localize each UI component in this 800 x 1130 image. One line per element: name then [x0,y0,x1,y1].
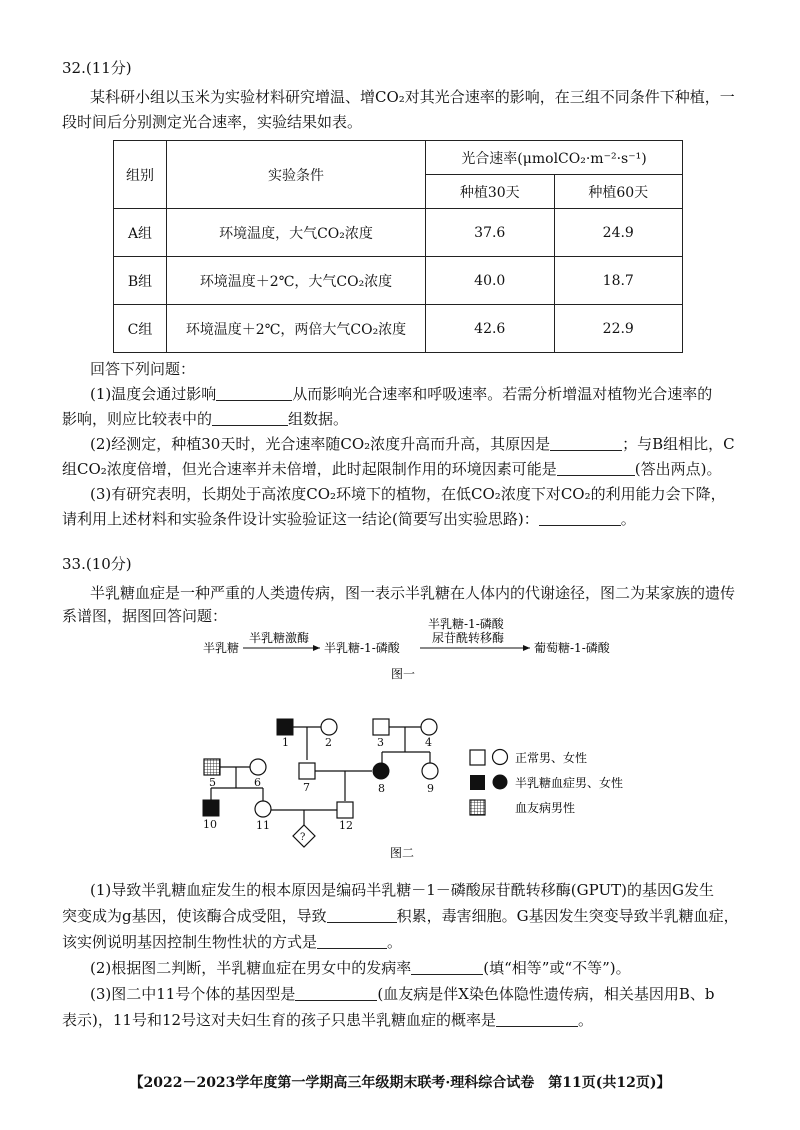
th-rate: 光合速率(μmolCO₂·m⁻²·s⁻¹) [426,141,683,175]
galactose-1-phosphate-label: 半乳糖-1-磷酸 [324,641,400,655]
text: 突变成为g基因，使该酶合成受阻，导致 [62,907,327,925]
figure-1-pathway [0,615,800,695]
label-1: 1 [282,736,289,749]
legend-normal-male-icon [470,750,485,765]
figure-1-caption: 图一 [391,667,416,681]
answer-blank[interactable] [295,986,377,1001]
q33-part3-line2 [62,1010,593,1030]
th-condition: 实验条件 [167,141,426,209]
text: 影响，则应比较表中的 [62,410,213,428]
individual-9-normal-female [422,763,438,779]
text: 表示)，11号和12号这对夫妇生育的孩子只患半乳糖血症的概率是 [62,1011,497,1029]
enzyme-2-label-line2: 尿苷酰转移酶 [432,631,505,645]
text: (1)温度会通过影响 [90,385,217,403]
individual-8-affected-female [373,763,389,779]
cell-condition: 环境温度＋2℃，两倍大气CO₂浓度 [167,305,426,353]
legend-affected-label: 半乳糖血症男、女性 [515,776,624,790]
label-6: 6 [254,776,261,789]
cell-60: 22.9 [554,305,683,353]
individual-7-normal-male [299,763,315,779]
figure-2-caption: 图二 [390,846,415,860]
q32-answer-prompt: 回答下列问题： [90,360,196,378]
label-unknown: ? [300,832,306,843]
cell-group: B组 [114,257,167,305]
label-5: 5 [209,776,216,789]
individual-6-normal-female [250,759,266,775]
cell-60: 24.9 [554,209,683,257]
answer-blank[interactable] [557,461,635,476]
legend-hemophilia-label: 血友病男性 [515,801,576,815]
enzyme-2-label-line1: 半乳糖-1-磷酸 [428,617,504,631]
legend-affected-male-icon [470,775,485,790]
answer-blank[interactable] [327,908,397,923]
legend-hemophilia-icon [470,800,485,815]
th-30days: 种植30天 [426,175,555,209]
cell-30: 37.6 [426,209,555,257]
q32-intro-line1: 某科研小组以玉米为实验材料研究增温、增CO₂对其光合速率的影响，在三组不同条件下种植，一 [90,88,735,106]
q33-part2 [90,958,631,978]
q33-part1-line3 [62,932,402,952]
text: 。 [387,933,403,951]
table-row [114,305,683,353]
q32-intro-line2: 段时间后分别测定光合速率，实验结果如表。 [62,113,363,131]
text: 从而影响光合速率和呼吸速率。若需分析增温对植物光合速率的 [292,385,713,403]
glucose-1-phosphate-label: 葡萄糖-1-磷酸 [534,641,610,655]
answer-blank[interactable] [550,436,622,451]
q32-part2-line2 [62,459,722,479]
label-12: 12 [339,819,353,832]
galactose-label: 半乳糖 [203,641,240,655]
answer-blank[interactable] [411,960,483,975]
label-8: 8 [378,782,385,795]
cell-group: C组 [114,305,167,353]
text: (3)图二中11号个体的基因型是 [90,985,296,1003]
label-2: 2 [325,736,332,749]
individual-12-normal-male [337,802,353,818]
text: (答出两点)。 [634,460,722,478]
text: (2)根据图二判断，半乳糖血症在男女中的发病率 [90,959,412,977]
text: 请利用上述材料和实验条件设计实验验证这一结论(简要写出实验思路)： [62,510,539,528]
answer-blank[interactable] [212,411,288,426]
text: (填“相等”或“不等”)。 [483,959,631,977]
answer-blank[interactable] [496,1012,578,1027]
q32-part1-line1 [90,384,712,404]
label-11: 11 [256,819,270,832]
individual-2-normal-female [321,719,337,735]
cell-condition: 环境温度＋2℃，大气CO₂浓度 [167,257,426,305]
text: (血友病是伴X染色体隐性遗传病，相关基因用B、b [377,985,715,1003]
answer-blank[interactable] [216,386,292,401]
q32-part2-line1 [90,434,735,454]
individual-4-normal-female [421,719,437,735]
legend-affected-female-icon [493,775,508,790]
q32-part3-line2 [62,509,636,529]
individual-11-normal-female [255,801,271,817]
q32-part3-line1: (3)有研究表明，长期处于高浓度CO₂环境下的植物，在低CO₂浓度下对CO₂的利用能力会下降， [90,485,726,503]
q33-header: 33.(10分) [62,555,132,573]
enzyme-1-label: 半乳糖激酶 [249,631,310,645]
q32-part1-line2 [62,409,348,429]
individual-5-hemophilia-male [204,759,220,775]
table-row [114,257,683,305]
text: 。 [578,1011,594,1029]
text: 该实例说明基因控制生物性状的方式是 [62,933,318,951]
q33-intro-line2: 系谱图，据图回答问题： [62,607,228,625]
text: (2)经测定，种植30天时，光合速率随CO₂浓度升高而升高，其原因是 [90,435,551,453]
cell-30: 42.6 [426,305,555,353]
photosynthesis-table [113,140,683,353]
label-9: 9 [427,782,434,795]
figure-2-pedigree [0,700,800,870]
cell-condition: 环境温度，大气CO₂浓度 [167,209,426,257]
q33-part1-line2 [62,906,739,926]
page-footer: 【2022－2023学年度第一学期高三年级期末联考·理科综合试卷 第11页(共12页)】 [129,1075,671,1091]
cell-60: 18.7 [554,257,683,305]
text: 。 [620,510,636,528]
individual-10-affected-male [203,800,219,816]
cell-group: A组 [114,209,167,257]
legend-normal-label: 正常男、女性 [515,751,588,765]
label-3: 3 [377,736,384,749]
answer-blank[interactable] [539,511,621,526]
q33-part3-line1 [90,984,715,1004]
cell-30: 40.0 [426,257,555,305]
legend-normal-female-icon [493,750,508,765]
individual-3-normal-male [373,719,389,735]
label-4: 4 [425,736,432,749]
text: 积累，毒害细胞。G基因发生突变导致半乳糖血症， [396,907,739,925]
th-group: 组别 [114,141,167,209]
text: 组数据。 [288,410,349,428]
answer-blank[interactable] [317,934,387,949]
q32-header: 32.(11分) [62,59,132,77]
text: ；与B组相比，C [622,435,735,453]
label-10: 10 [203,818,217,831]
q33-part1-line1: (1)导致半乳糖血症发生的根本原因是编码半乳糖－1－磷酸尿苷酰转移酶(GPUT)的基因G发生 [90,881,714,899]
individual-1-affected-male [277,719,293,735]
q33-intro-line1: 半乳糖血症是一种严重的人类遗传病，图一表示半乳糖在人体内的代谢途径，图二为某家族的遗传 [90,584,736,602]
table-row [114,209,683,257]
th-60days: 种植60天 [554,175,683,209]
label-7: 7 [303,781,310,794]
text: 组CO₂浓度倍增，但光合速率并未倍增，此时起限制作用的环境因素可能是 [62,460,557,478]
